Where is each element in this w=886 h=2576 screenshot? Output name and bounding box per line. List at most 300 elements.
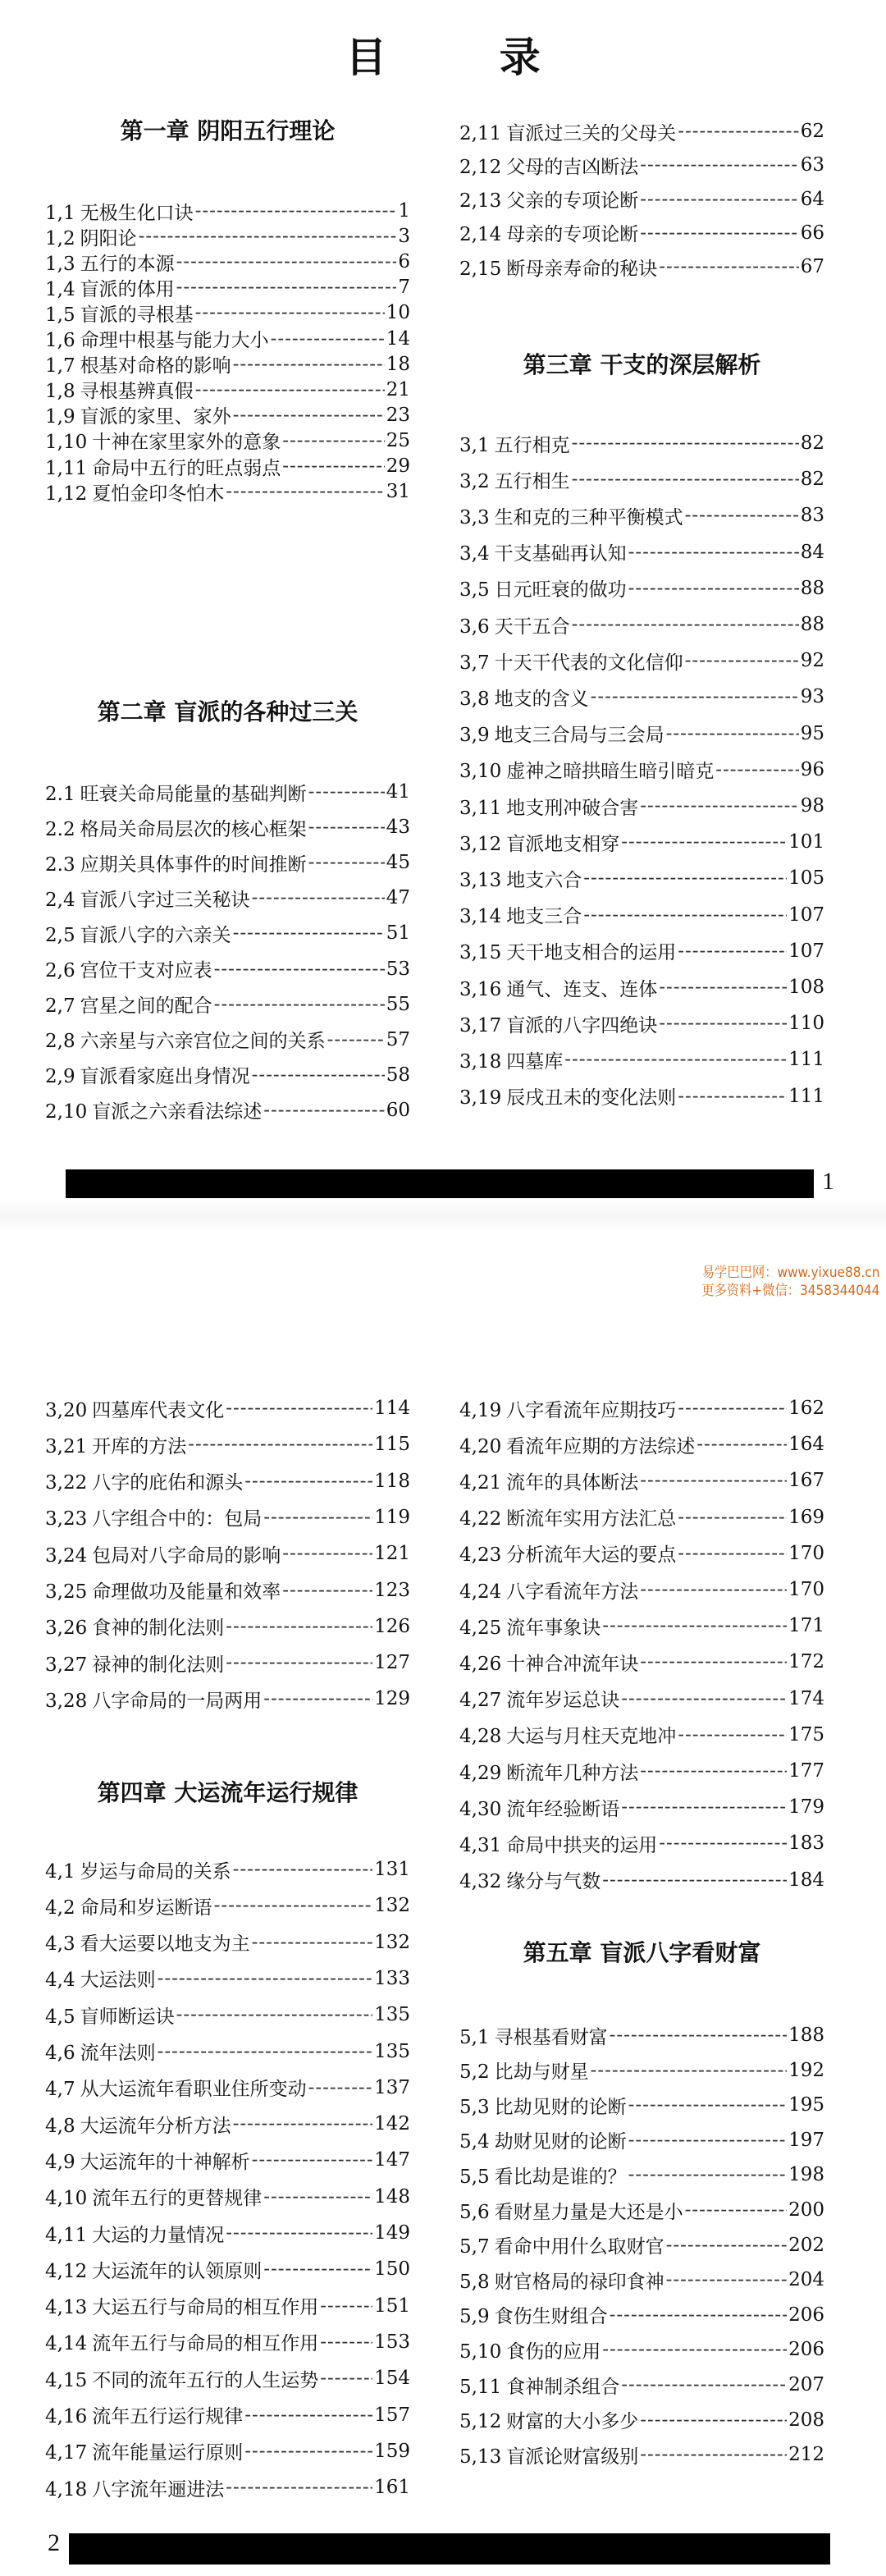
toc-entry-page: 25 (386, 429, 410, 451)
toc-entry-text: 流年五行与命局的相互作用 (92, 2333, 319, 2355)
dot-leader (572, 469, 799, 490)
toc-entry[interactable] (459, 753, 824, 786)
dot-leader (628, 578, 799, 599)
toc-entry-number: 3,11 (459, 797, 502, 819)
toc-entry[interactable] (459, 1537, 824, 1570)
toc-entry-number: 1,5 (45, 304, 75, 326)
toc-entry-page: 82 (800, 432, 824, 454)
toc-entry[interactable] (459, 2299, 824, 2331)
toc-entry-number: 4,12 (45, 2260, 88, 2282)
toc-entry-number: 4,15 (45, 2369, 88, 2391)
toc-entry-text: 盲派看家庭出身情况 (80, 1066, 250, 1088)
toc-entry-number: 2,4 (45, 889, 75, 911)
toc-entry-title (45, 814, 307, 841)
toc-entry[interactable] (45, 475, 410, 508)
toc-entry-title (459, 937, 676, 964)
toc-entry[interactable] (459, 463, 824, 496)
toc-entry-page: 197 (788, 2129, 824, 2151)
dot-leader (602, 1615, 787, 1636)
toc-entry[interactable] (459, 2054, 824, 2087)
toc-entry-text: 流年能量运行原则 (92, 2442, 244, 2464)
toc-entry[interactable] (45, 917, 410, 949)
toc-entry-title (45, 1686, 262, 1713)
toc-entry[interactable] (45, 881, 410, 914)
toc-entry-title (45, 1061, 250, 1088)
toc-entry-page: 148 (374, 2185, 410, 2208)
toc-entry-number: 3,18 (459, 1050, 502, 1073)
toc-entry[interactable] (459, 862, 824, 895)
toc-entry-number: 2,6 (45, 960, 75, 981)
toc-entry[interactable] (459, 1007, 824, 1040)
toc-entry-number: 3,28 (45, 1690, 88, 1712)
toc-entry-number: 5,10 (459, 2340, 502, 2363)
chapter-heading: 第一章 阴阳五行理论 (120, 117, 336, 144)
toc-entry-number: 3,13 (459, 869, 502, 891)
toc-entry[interactable] (459, 2404, 824, 2436)
toc-entry[interactable] (459, 1645, 824, 1678)
toc-entry-title (459, 2092, 627, 2119)
dot-leader (214, 1895, 373, 1916)
toc-entry[interactable] (459, 499, 824, 532)
toc-entry-page: 175 (788, 1723, 824, 1746)
toc-entry-page: 45 (386, 852, 410, 874)
dot-leader (226, 1616, 372, 1637)
toc-entry[interactable] (45, 2144, 410, 2176)
dot-leader (628, 542, 799, 563)
toc-entry-title (45, 1613, 224, 1640)
toc-entry[interactable] (459, 427, 824, 460)
dot-leader (263, 1688, 372, 1709)
toc-entry-title (459, 538, 627, 565)
toc-entry-text: 看比劫是谁的？ (494, 2166, 627, 2188)
toc-entry[interactable] (459, 536, 824, 569)
dot-leader (640, 222, 799, 244)
toc-entry-number: 2,11 (459, 122, 502, 144)
toc-entry[interactable] (45, 1889, 410, 1922)
toc-entry[interactable] (45, 811, 410, 844)
toc-entry-page: 114 (374, 1398, 410, 1419)
toc-entry[interactable] (45, 2362, 410, 2395)
toc-entry-title (459, 2057, 589, 2084)
toc-entry-page: 167 (788, 1470, 824, 1492)
dot-leader (610, 2304, 788, 2326)
toc-entry[interactable] (459, 899, 824, 931)
toc-entry-number: 3,25 (45, 1581, 88, 1603)
toc-entry[interactable] (45, 1998, 410, 2031)
dot-leader (226, 1652, 372, 1673)
toc-entry-title (459, 1721, 676, 1748)
toc-entry[interactable] (45, 953, 410, 986)
toc-entry[interactable] (45, 1465, 410, 1498)
toc-entry[interactable] (459, 1682, 824, 1715)
toc-entry[interactable] (45, 1682, 410, 1715)
toc-entry-page: 43 (386, 817, 410, 839)
toc-entry-text: 天干地支相合的运用 (506, 942, 677, 964)
toc-entry-page: 174 (788, 1687, 824, 1709)
toc-entry[interactable] (459, 1573, 824, 1606)
dot-leader (640, 154, 799, 176)
toc-entry-text: 根基对命格的影响 (80, 355, 231, 377)
toc-entry[interactable] (459, 680, 824, 713)
toc-entry-text: 八字看流年方法 (506, 1581, 639, 1603)
toc-entry-text: 盲师断运诀 (80, 2006, 175, 2028)
toc-entry[interactable] (45, 1501, 410, 1534)
dot-leader (320, 2331, 372, 2353)
toc-entry-number: 4,13 (45, 2297, 88, 2319)
toc-entry-page: 88 (800, 577, 824, 599)
toc-entry[interactable] (45, 2180, 410, 2213)
toc-entry[interactable] (459, 1609, 824, 1642)
toc-entry-number: 3,20 (45, 1399, 88, 1421)
toc-entry[interactable] (459, 644, 824, 677)
toc-entry-page: 198 (788, 2164, 824, 2186)
toc-entry-page: 153 (374, 2331, 410, 2353)
toc-entry-number: 4,17 (45, 2442, 88, 2464)
toc-entry-number: 4,21 (459, 1471, 502, 1494)
toc-entry[interactable] (45, 2435, 410, 2468)
dot-leader (678, 121, 799, 142)
toc-entry-number: 4,26 (459, 1653, 502, 1675)
toc-entry-number: 2,10 (45, 1101, 88, 1123)
toc-entry-page: 177 (788, 1760, 824, 1782)
toc-entry-title (459, 829, 619, 856)
dot-leader (252, 887, 385, 908)
toc-entry-number: 3,2 (459, 470, 490, 492)
toc-entry[interactable] (45, 776, 410, 808)
toc-entry[interactable] (45, 2290, 410, 2322)
toc-entry[interactable] (459, 217, 824, 249)
dot-leader (214, 959, 385, 980)
dot-leader (233, 1859, 373, 1880)
dot-leader (195, 379, 385, 400)
toc-entry[interactable] (45, 2071, 410, 2104)
chapter-heading: 第三章 干支的深层解析 (523, 351, 761, 378)
dot-leader (176, 277, 397, 298)
toc-entry-text: 盲派之六亲看法综述 (92, 1101, 263, 1123)
toc-entry[interactable] (45, 2107, 410, 2140)
toc-entry-number: 2,9 (45, 1066, 75, 1088)
toc-entry[interactable] (459, 1501, 824, 1534)
toc-entry-text: 食神的制化法则 (92, 1617, 225, 1640)
toc-entry-text: 命理中根基与能力大小 (80, 330, 269, 351)
toc-entry-title (45, 2474, 224, 2501)
toc-entry[interactable] (45, 1962, 410, 1995)
toc-entry-number: 1,1 (45, 202, 75, 224)
toc-entry-number: 4,18 (45, 2478, 88, 2501)
toc-entry[interactable] (459, 1464, 824, 1497)
dot-leader (715, 759, 799, 780)
toc-entry[interactable] (45, 1646, 410, 1679)
toc-entry[interactable] (459, 149, 824, 181)
toc-entry-number: 3,22 (45, 1472, 88, 1494)
toc-entry[interactable] (45, 988, 410, 1021)
toc-entry-title (459, 1395, 676, 1422)
toc-entry-page: 127 (374, 1652, 410, 1674)
toc-entry-text: 五行相生 (494, 470, 570, 492)
toc-entry-text: 命局和岁运断语 (80, 1897, 212, 1919)
toc-entry[interactable] (459, 1864, 824, 1897)
toc-entry-number: 1,3 (45, 253, 75, 275)
toc-entry-title (45, 2437, 243, 2464)
toc-entry[interactable] (45, 1537, 410, 1570)
toc-entry[interactable] (459, 2263, 824, 2296)
toc-entry-number: 1,6 (45, 330, 75, 351)
toc-entry-page: 96 (800, 758, 824, 780)
toc-entry[interactable] (459, 572, 824, 605)
toc-entry[interactable] (45, 1023, 410, 1056)
toc-entry[interactable] (45, 2471, 410, 2504)
toc-entry-text: 盲派八字的六亲关 (80, 924, 231, 946)
toc-entry-title (45, 1649, 224, 1677)
toc-entry-text: 四墓库 (506, 1050, 564, 1073)
dot-leader (176, 2004, 373, 2025)
toc-entry-text: 财富的大小多少 (506, 2411, 639, 2433)
toc-entry-title (45, 2183, 262, 2210)
toc-entry-page: 47 (386, 887, 410, 909)
toc-entry-text: 盲派地支相穿 (506, 833, 620, 855)
toc-entry-page: 3 (398, 226, 410, 248)
dot-leader (233, 922, 385, 944)
toc-entry[interactable] (45, 1853, 410, 1886)
toc-entry-title (459, 2301, 608, 2328)
toc-entry-page: 1 (398, 200, 410, 222)
toc-entry[interactable] (459, 789, 824, 822)
toc-entry-number: 3,17 (459, 1014, 502, 1036)
toc-entry-number: 1,11 (45, 457, 88, 479)
dot-leader (282, 455, 385, 477)
toc-entry[interactable] (459, 2019, 824, 2052)
toc-entry-text: 看大运要以地支为主 (80, 1933, 250, 1956)
toc-entry-title (45, 1431, 186, 1458)
toc-entry-number: 1,4 (45, 278, 75, 300)
toc-entry-page: 6 (398, 251, 410, 273)
toc-entry-number: 5,5 (459, 2166, 490, 2188)
toc-entry-page: 195 (788, 2094, 824, 2116)
toc-entry-number: 4,8 (45, 2115, 75, 2137)
toc-entry-page: 115 (374, 1434, 410, 1456)
toc-entry[interactable] (459, 2124, 824, 2157)
toc-entry-title (45, 779, 307, 806)
dot-leader (572, 614, 799, 635)
dot-leader (244, 2404, 372, 2426)
toc-entry[interactable] (459, 717, 824, 750)
toc-entry[interactable] (459, 1428, 824, 1461)
dot-leader (226, 2222, 372, 2244)
toc-entry-title (459, 1576, 638, 1604)
toc-entry[interactable] (459, 115, 824, 148)
toc-entry-page: 147 (374, 2149, 410, 2171)
dot-leader (666, 723, 799, 744)
toc-entry[interactable] (459, 1043, 824, 1076)
toc-entry[interactable] (459, 1718, 824, 1751)
toc-entry[interactable] (459, 2438, 824, 2471)
dot-leader (591, 2060, 788, 2081)
toc-entry-title (459, 502, 683, 529)
toc-entry-number: 5,12 (459, 2411, 502, 2433)
dot-leader (282, 1543, 372, 1564)
toc-entry-title (459, 2162, 627, 2189)
toc-entry-text: 禄神的制化法则 (92, 1654, 225, 1676)
dot-leader (621, 831, 787, 853)
toc-entry-number: 4,3 (45, 1933, 75, 1956)
toc-entry-title (459, 1613, 601, 1640)
toc-entry-number: 4,32 (459, 1871, 502, 1893)
toc-entry-number: 2,13 (459, 190, 502, 213)
toc-entry[interactable] (45, 846, 410, 879)
toc-entry-text: 食伤生财组合 (494, 2306, 608, 2328)
toc-entry-title (459, 2336, 601, 2363)
toc-entry[interactable] (459, 1392, 824, 1425)
toc-entry-number: 2.1 (45, 783, 75, 805)
page-footer-bar (66, 1169, 814, 1201)
toc-entry-number: 3,26 (45, 1617, 88, 1640)
toc-entry-page: 164 (788, 1434, 824, 1456)
dot-leader (252, 2149, 373, 2171)
toc-entry-title (45, 1395, 224, 1422)
toc-entry-page: 63 (800, 154, 824, 176)
toc-entry-number: 4,2 (45, 1897, 75, 1919)
dot-leader (678, 1724, 787, 1746)
toc-entry-page: 192 (788, 2059, 824, 2081)
toc-entry-number: 4,14 (45, 2333, 88, 2355)
dot-leader (263, 1507, 372, 1528)
toc-entry-text: 宫星之间的配合 (80, 995, 212, 1018)
toc-entry-title (45, 1503, 262, 1531)
toc-entry[interactable] (459, 2194, 824, 2226)
toc-entry-text: 十神在家里家外的意象 (92, 432, 281, 454)
dot-leader (226, 481, 385, 502)
toc-entry-number: 4,7 (45, 2079, 75, 2101)
toc-entry-page: 57 (386, 1028, 410, 1050)
toc-entry-number: 4,10 (45, 2188, 88, 2210)
toc-entry[interactable] (459, 935, 824, 968)
toc-entry[interactable] (45, 1610, 410, 1643)
toc-entry[interactable] (459, 2089, 824, 2121)
toc-entry-text: 父亲的专项论断 (506, 190, 639, 213)
toc-entry-number: 2,7 (45, 995, 75, 1018)
toc-entry-title (459, 901, 582, 928)
toc-entry-text: 干支基础再认知 (494, 543, 627, 565)
toc-entry[interactable] (459, 1791, 824, 1823)
toc-entry-text: 大运五行与命局的相互作用 (92, 2297, 319, 2319)
toc-entry-title (459, 1758, 638, 1785)
toc-entry-text: 盲派的寻根基 (80, 304, 194, 326)
toc-entry[interactable] (45, 2217, 410, 2249)
dot-leader (195, 302, 385, 323)
toc-entry[interactable] (459, 826, 824, 858)
dot-leader (308, 781, 385, 803)
toc-entry-text: 流年岁运总诀 (506, 1690, 620, 1712)
toc-entry-number: 2.3 (45, 853, 75, 876)
toc-entry[interactable] (45, 1059, 410, 1091)
toc-entry[interactable] (459, 183, 824, 216)
toc-entry-page: 202 (788, 2234, 824, 2256)
toc-entry-page: 18 (386, 353, 410, 375)
toc-entry[interactable] (45, 1428, 410, 1461)
toc-entry-number: 3,12 (459, 833, 502, 855)
toc-entry-text: 地支三合 (506, 906, 582, 928)
toc-entry[interactable] (45, 2326, 410, 2359)
toc-entry[interactable] (459, 1080, 824, 1113)
toc-entry-number: 4,24 (459, 1581, 502, 1603)
toc-entry-page: 64 (800, 188, 824, 210)
toc-entry-title (459, 185, 638, 213)
toc-entry[interactable] (459, 608, 824, 641)
toc-entry-page: 200 (788, 2199, 824, 2221)
dot-leader (640, 1470, 787, 1491)
toc-entry-page: 149 (374, 2222, 410, 2244)
toc-entry-title (45, 1892, 212, 1919)
toc-entry[interactable] (459, 2158, 824, 2191)
toc-entry[interactable] (45, 2035, 410, 2068)
toc-entry[interactable] (45, 1574, 410, 1607)
toc-entry[interactable] (45, 1926, 410, 1959)
dot-leader (666, 2235, 788, 2256)
dot-leader (621, 1688, 787, 1709)
toc-entry-page: 83 (800, 505, 824, 527)
toc-entry-page: 206 (788, 2339, 824, 2361)
toc-entry-text: 母亲的专项论断 (506, 224, 639, 246)
toc-entry-page: 58 (386, 1064, 410, 1086)
toc-entry-text: 父母的吉凶断法 (506, 156, 639, 178)
toc-entry[interactable] (459, 1827, 824, 1860)
page-gap (0, 1198, 886, 1231)
toc-entry-title (459, 2126, 627, 2153)
toc-entry-page: 98 (800, 795, 824, 817)
dot-leader (640, 189, 799, 210)
dot-leader (628, 2164, 788, 2185)
toc-entry-page: 111 (788, 1049, 824, 1071)
toc-entry-text: 八字流年逦进法 (92, 2478, 225, 2501)
toc-entry-title (45, 2292, 318, 2319)
toc-entry[interactable] (459, 2229, 824, 2262)
toc-entry-page: 183 (788, 1832, 824, 1855)
toc-entry-page: 135 (374, 2004, 410, 2026)
toc-entry[interactable] (45, 2253, 410, 2285)
toc-entry[interactable] (459, 2368, 824, 2401)
dot-leader (696, 1434, 787, 1455)
toc-entry-title (459, 720, 664, 747)
dot-leader (263, 2186, 372, 2208)
dot-leader (327, 1029, 385, 1050)
toc-entry-title (459, 1431, 695, 1458)
toc-entry-page: 66 (800, 222, 824, 244)
toc-entry-title (459, 647, 683, 675)
page-number: 2 (48, 2529, 60, 2556)
dot-leader (640, 2409, 787, 2431)
toc-entry-number: 3,24 (45, 1544, 88, 1567)
toc-entry-page: 172 (788, 1651, 824, 1673)
toc-entry-title (45, 2328, 318, 2355)
toc-entry-page: 21 (386, 378, 410, 400)
toc-entry-page: 150 (374, 2258, 410, 2281)
toc-entry-text: 六亲星与六亲宫位之间的关系 (80, 1031, 326, 1053)
toc-entry[interactable] (45, 1094, 410, 1127)
toc-entry-title (459, 611, 570, 638)
toc-entry-page: 132 (374, 1931, 410, 1953)
toc-entry[interactable] (459, 971, 824, 1004)
toc-entry-page: 107 (788, 940, 824, 962)
toc-entry[interactable] (45, 1392, 410, 1425)
toc-entry[interactable] (459, 250, 824, 283)
toc-entry[interactable] (459, 2333, 824, 2366)
toc-entry-number: 5,1 (459, 2026, 490, 2048)
dot-leader (233, 354, 385, 375)
toc-entry[interactable] (459, 1755, 824, 1787)
dot-leader (602, 2339, 787, 2360)
toc-entry[interactable] (45, 2399, 410, 2432)
toc-entry-title (45, 955, 212, 982)
